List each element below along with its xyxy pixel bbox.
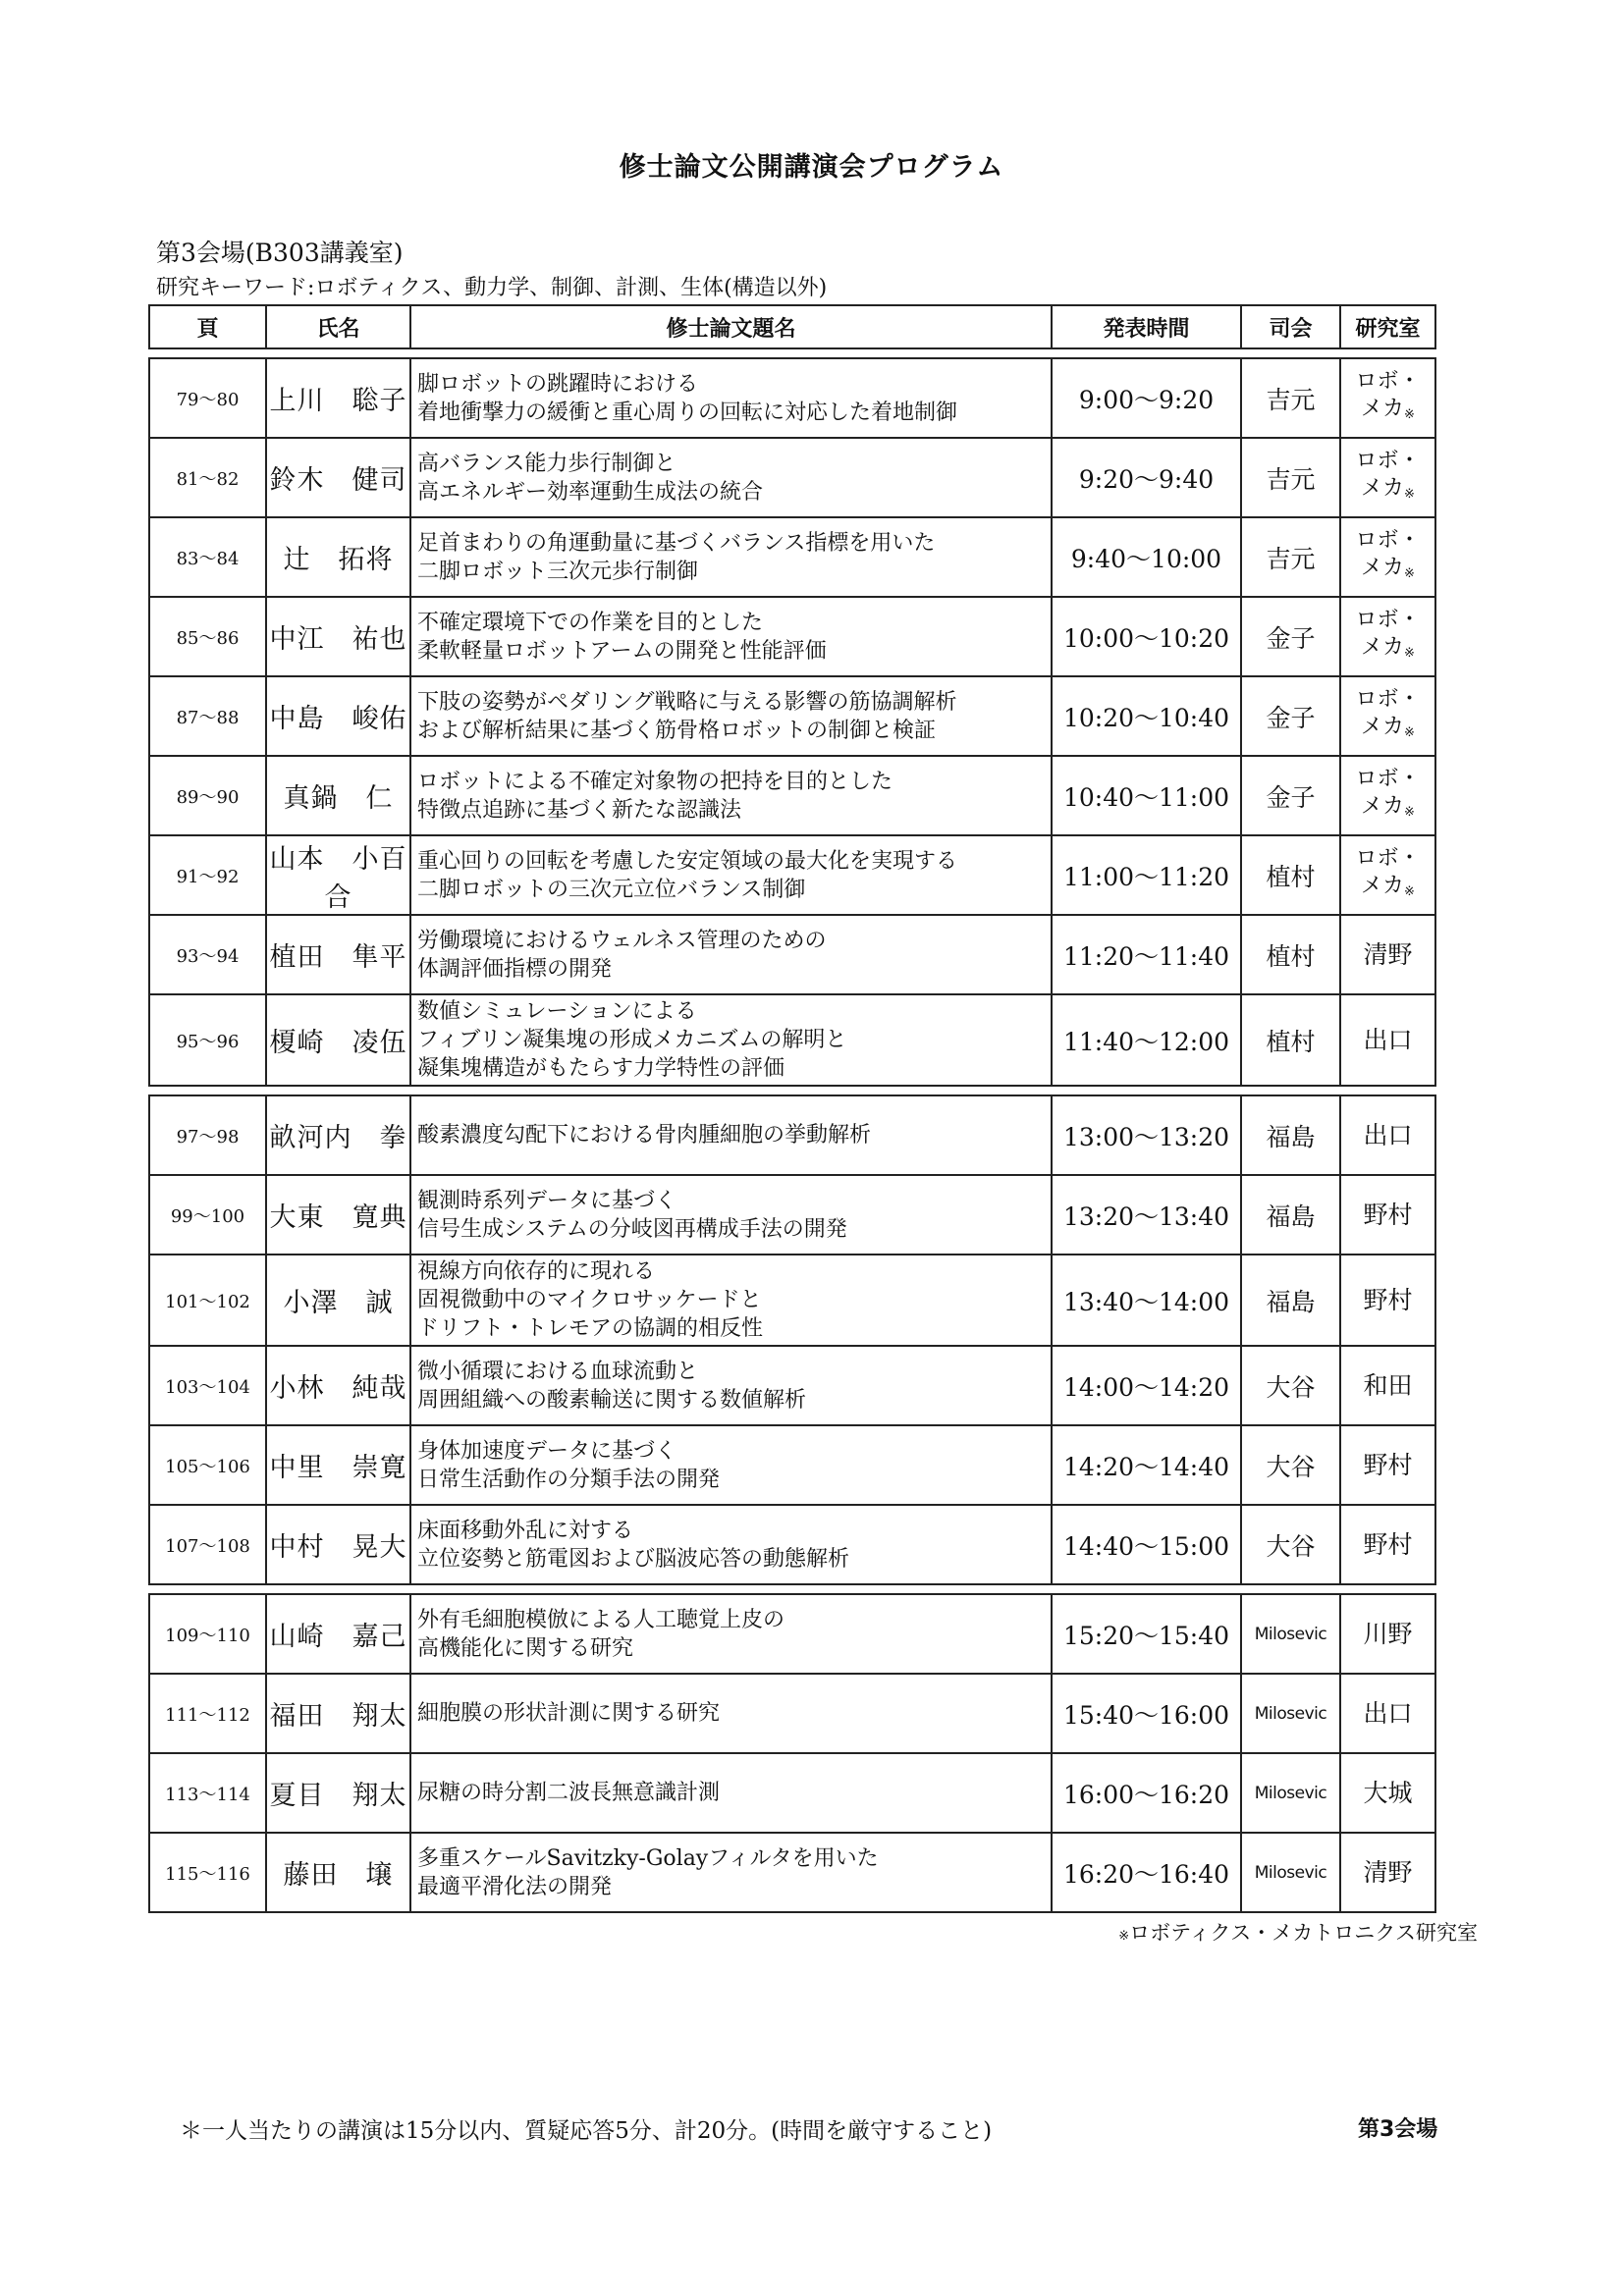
- presentation-time: 14:40～15:00: [1052, 1505, 1241, 1584]
- lab-name-line: ロボ・: [1355, 686, 1421, 712]
- thesis-title: [410, 597, 1052, 676]
- header-page: 頁: [149, 305, 266, 348]
- presenter-name: 夏目 翔太: [266, 1753, 410, 1833]
- page-range: 87～88: [149, 676, 266, 756]
- presentation-time: 16:20～16:40: [1052, 1833, 1241, 1912]
- gap-cell: [410, 1086, 1052, 1095]
- thesis-title-line: 尿糖の時分割二波長無意識計測: [417, 1781, 721, 1805]
- page-title: 修士論文公開講演会プログラム: [619, 152, 1004, 183]
- thesis-title: [410, 676, 1052, 756]
- lab-name: 清野: [1340, 1833, 1435, 1912]
- presentation-time: 11:40～12:00: [1052, 994, 1241, 1086]
- gap-cell: [1052, 1584, 1241, 1594]
- presenter-name: 畝河内 拳: [266, 1095, 410, 1175]
- thesis-title: [410, 1594, 1052, 1674]
- chair-name: 植村: [1241, 835, 1340, 915]
- page-range: 95～96: [149, 994, 266, 1086]
- lab-name-line: [1341, 634, 1434, 667]
- presenter-name: 藤田 壌: [266, 1833, 410, 1912]
- gap-cell: [1241, 1086, 1340, 1095]
- thesis-title-line: 不確定環境下での作業を目的とした: [417, 610, 764, 635]
- presentation-time: 11:20～11:40: [1052, 915, 1241, 994]
- presentation-time: 9:40～10:00: [1052, 517, 1241, 597]
- lab-name: 清野: [1340, 915, 1435, 994]
- thesis-title: [410, 835, 1052, 915]
- lab-name: 川野: [1340, 1594, 1435, 1674]
- presentation-time: 9:00～9:20: [1052, 358, 1241, 438]
- lab-name: 出口: [1340, 994, 1435, 1086]
- lab-name-text: メカ: [1361, 634, 1405, 660]
- lab-name-text: メカ: [1361, 793, 1405, 819]
- presentation-time: 11:00～11:20: [1052, 835, 1241, 915]
- thesis-title: [410, 1346, 1052, 1425]
- table-row: [149, 1674, 1435, 1753]
- lab-footnote-mark: ※: [1404, 883, 1415, 899]
- lab-footnote-mark: ※: [1404, 804, 1415, 820]
- lab-name-line: ロボ・: [1355, 607, 1421, 632]
- lab-name: [1340, 835, 1435, 915]
- gap-cell: [149, 1086, 266, 1095]
- page-range: 113～114: [149, 1753, 266, 1833]
- page-range: 97～98: [149, 1095, 266, 1175]
- table-row: [149, 1425, 1435, 1505]
- presenter-name: 中里 崇寛: [266, 1425, 410, 1505]
- thesis-title-line: 高機能化に関する研究: [417, 1635, 634, 1661]
- chair-name: 福島: [1241, 1175, 1340, 1255]
- table-row: [149, 1594, 1435, 1674]
- lab-name: [1340, 676, 1435, 756]
- table-header-row: [149, 305, 1435, 348]
- presentation-time: 10:40～11:00: [1052, 756, 1241, 835]
- lab-name: [1340, 358, 1435, 438]
- table-row: [149, 756, 1435, 835]
- thesis-title-line: 日常生活動作の分類手法の開発: [417, 1467, 721, 1492]
- presentation-time: 15:40～16:00: [1052, 1674, 1241, 1753]
- chair-name: 吉元: [1241, 358, 1340, 438]
- lab-name: 野村: [1340, 1505, 1435, 1584]
- page-range: 91～92: [149, 835, 266, 915]
- thesis-title-line: 信号生成システムの分岐図再構成手法の開発: [417, 1216, 847, 1242]
- thesis-title-line: 酸素濃度勾配下における骨肉腫細胞の挙動解析: [417, 1123, 872, 1148]
- lab-name-line: ロボ・: [1355, 845, 1421, 871]
- thesis-title-line: 労働環境におけるウェルネス管理のための: [417, 928, 827, 953]
- thesis-title-line: 特徴点追跡に基づく新たな認識法: [417, 797, 742, 823]
- lab-name: 出口: [1340, 1674, 1435, 1753]
- thesis-title-line: 高バランス能力歩行制御と: [417, 451, 676, 476]
- thesis-title: [410, 358, 1052, 438]
- presenter-name: 真鍋 仁: [266, 756, 410, 835]
- lab-name-line: [1341, 396, 1434, 429]
- section-gap: [149, 1086, 1435, 1095]
- page-range: 101～102: [149, 1255, 266, 1346]
- thesis-title-line: 身体加速度データに基づく: [417, 1438, 677, 1464]
- thesis-title-line: ドリフト・トレモアの協調的相反性: [417, 1316, 764, 1341]
- venue-label: 第3会場: [1358, 2117, 1438, 2142]
- thesis-title-line: フィブリン凝集塊の形成メカニズムの解明と: [417, 1028, 847, 1052]
- chair-name: Milosevic: [1241, 1753, 1340, 1833]
- thesis-title: [410, 517, 1052, 597]
- thesis-title-line: 視線方向依存的に現れる: [417, 1259, 656, 1284]
- table-row: [149, 1833, 1435, 1912]
- page-range: 79～80: [149, 358, 266, 438]
- thesis-title-line: 凝集塊構造がもたらす力学特性の評価: [417, 1056, 785, 1081]
- lab-footnote-mark: ※: [1404, 486, 1415, 502]
- presenter-name: 中江 祐也: [266, 597, 410, 676]
- page-range: 107～108: [149, 1505, 266, 1584]
- thesis-title: [410, 1095, 1052, 1175]
- thesis-title-line: 脚ロボットの跳躍時における: [417, 371, 699, 397]
- gap-cell: [149, 1584, 266, 1594]
- thesis-title: [410, 756, 1052, 835]
- thesis-title-line: 周囲組織への酸素輸送に関する数値解析: [417, 1387, 807, 1413]
- chair-name: 大谷: [1241, 1425, 1340, 1505]
- presenter-name: 小澤 誠: [266, 1255, 410, 1346]
- footnote: [1118, 1917, 1478, 1947]
- header-chair: 司会: [1241, 305, 1340, 348]
- chair-name: 吉元: [1241, 517, 1340, 597]
- venue-heading: 第3会場(B303講義室): [156, 239, 404, 267]
- table-row: [149, 1095, 1435, 1175]
- header-time: 発表時間: [1052, 305, 1241, 348]
- gap-cell: [1340, 1086, 1435, 1095]
- presenter-name: 山崎 嘉己: [266, 1594, 410, 1674]
- page-range: 105～106: [149, 1425, 266, 1505]
- header-name: 氏名: [266, 305, 410, 348]
- program-body: [149, 348, 1435, 1912]
- presentation-time: 14:00～14:20: [1052, 1346, 1241, 1425]
- lab-name-text: メカ: [1361, 475, 1405, 501]
- time-notice: ＊一人当たりの講演は15分以内、質疑応答5分、計20分。(時間を厳守すること): [180, 2118, 993, 2144]
- lab-name-text: メカ: [1361, 396, 1405, 421]
- presenter-name: 福田 翔太: [266, 1674, 410, 1753]
- lab-name: [1340, 597, 1435, 676]
- chair-name: Milosevic: [1241, 1674, 1340, 1753]
- thesis-title-line: 観測時系列データに基づく: [417, 1188, 677, 1213]
- thesis-title: [410, 994, 1052, 1086]
- gap-cell: [1052, 1086, 1241, 1095]
- header-thesis-title: 修士論文題名: [410, 305, 1052, 348]
- lab-name-line: [1341, 793, 1434, 827]
- thesis-title-line: 立位姿勢と筋電図および脳波応答の動態解析: [417, 1546, 850, 1572]
- presentation-time: 10:20～10:40: [1052, 676, 1241, 756]
- presentation-time: 14:20～14:40: [1052, 1425, 1241, 1505]
- lab-name: 野村: [1340, 1175, 1435, 1255]
- chair-name: 福島: [1241, 1095, 1340, 1175]
- gap-cell: [266, 1584, 410, 1594]
- page-range: 111～112: [149, 1674, 266, 1753]
- presenter-name: 榎崎 凌伍: [266, 994, 410, 1086]
- thesis-title: [410, 438, 1052, 517]
- presenter-name: 中村 晃大: [266, 1505, 410, 1584]
- thesis-title: [410, 1425, 1052, 1505]
- thesis-title-line: 外有毛細胞模倣による人工聴覚上皮の: [417, 1607, 785, 1632]
- lab-name: [1340, 756, 1435, 835]
- thesis-title-line: 体調評価指標の開発: [417, 956, 613, 982]
- gap-cell: [1340, 348, 1435, 358]
- lab-name-line: [1341, 555, 1434, 588]
- table-row: [149, 1255, 1435, 1346]
- lab-name-line: [1341, 873, 1434, 906]
- table-row: [149, 597, 1435, 676]
- page-range: 83～84: [149, 517, 266, 597]
- thesis-title-line: 高エネルギー効率運動生成法の統合: [417, 479, 764, 505]
- lab-footnote-mark: ※: [1404, 724, 1415, 740]
- lab-name-line: [1341, 475, 1434, 508]
- gap-cell: [149, 348, 266, 358]
- gap-cell: [1241, 348, 1340, 358]
- page-range: 81～82: [149, 438, 266, 517]
- thesis-title-line: 二脚ロボット三次元歩行制御: [417, 559, 699, 584]
- lab-name-line: ロボ・: [1355, 766, 1421, 791]
- lab-name-text: メカ: [1361, 555, 1405, 580]
- chair-name: 吉元: [1241, 438, 1340, 517]
- chair-name: 大谷: [1241, 1346, 1340, 1425]
- research-keywords: 研究キーワード:ロボティクス、動力学、制御、計測、生体(構造以外): [156, 276, 828, 300]
- gap-cell: [410, 1584, 1052, 1594]
- presenter-name: 小林 純哉: [266, 1346, 410, 1425]
- thesis-title-line: 柔軟軽量ロボットアームの開発と性能評価: [417, 638, 827, 664]
- presentation-time: 16:00～16:20: [1052, 1753, 1241, 1833]
- page-range: 103～104: [149, 1346, 266, 1425]
- presenter-name: 植田 隼平: [266, 915, 410, 994]
- chair-name: 大谷: [1241, 1505, 1340, 1584]
- table-row: [149, 517, 1435, 597]
- lab-name: [1340, 438, 1435, 517]
- chair-name: 福島: [1241, 1255, 1340, 1346]
- lab-name-line: ロボ・: [1355, 368, 1421, 394]
- lab-name: 和田: [1340, 1346, 1435, 1425]
- chair-name: 金子: [1241, 597, 1340, 676]
- thesis-title: [410, 1505, 1052, 1584]
- section-gap: [149, 348, 1435, 358]
- gap-cell: [1052, 348, 1241, 358]
- thesis-title: [410, 915, 1052, 994]
- chair-name: 植村: [1241, 994, 1340, 1086]
- presentation-time: 13:00～13:20: [1052, 1095, 1241, 1175]
- lab-name: 野村: [1340, 1425, 1435, 1505]
- chair-name: Milosevic: [1241, 1833, 1340, 1912]
- lab-footnote-mark: ※: [1404, 645, 1415, 661]
- lab-footnote-mark: ※: [1404, 565, 1415, 581]
- chair-name: 金子: [1241, 676, 1340, 756]
- thesis-title-line: ロボットによる不確定対象物の把持を目的とした: [417, 769, 893, 794]
- thesis-title-line: 多重スケールSavitzky-Golayフィルタを用いた: [417, 1845, 879, 1871]
- thesis-title: [410, 1175, 1052, 1255]
- thesis-title-line: および解析結果に基づく筋骨格ロボットの制御と検証: [417, 718, 937, 743]
- presenter-name: 上川 聡子: [266, 358, 410, 438]
- lab-name: 野村: [1340, 1255, 1435, 1346]
- gap-cell: [1340, 1584, 1435, 1594]
- thesis-title: [410, 1674, 1052, 1753]
- thesis-title-line: 床面移動外乱に対する: [417, 1518, 634, 1543]
- lab-footnote-mark: ※: [1404, 406, 1415, 422]
- thesis-title: [410, 1833, 1052, 1912]
- chair-name: 植村: [1241, 915, 1340, 994]
- thesis-title-line: 微小循環における血球流動と: [417, 1359, 699, 1384]
- footnote-mark: ※: [1118, 1929, 1130, 1944]
- presenter-name: 辻 拓将: [266, 517, 410, 597]
- section-gap: [149, 1584, 1435, 1594]
- lab-name: 出口: [1340, 1095, 1435, 1175]
- lab-name-line: ロボ・: [1355, 448, 1421, 473]
- presentation-time: 13:20～13:40: [1052, 1175, 1241, 1255]
- lab-name-line: [1341, 714, 1434, 747]
- thesis-title-line: 足首まわりの角運動量に基づくバランス指標を用いた: [417, 530, 936, 556]
- table-row: [149, 1175, 1435, 1255]
- footnote-text: ロボティクス・メカトロニクス研究室: [1129, 1921, 1478, 1945]
- thesis-title-line: 数値シミュレーションによる: [417, 999, 697, 1024]
- page-range: 109～110: [149, 1594, 266, 1674]
- presentation-time: 9:20～9:40: [1052, 438, 1241, 517]
- header-lab: 研究室: [1340, 305, 1435, 348]
- thesis-title-line: 重心回りの回転を考慮した安定領域の最大化を実現する: [417, 848, 958, 874]
- table-row: [149, 438, 1435, 517]
- chair-name: Milosevic: [1241, 1594, 1340, 1674]
- presentation-time: 15:20～15:40: [1052, 1594, 1241, 1674]
- lab-name-text: メカ: [1361, 714, 1405, 739]
- gap-cell: [266, 348, 410, 358]
- gap-cell: [1241, 1584, 1340, 1594]
- table-row: [149, 1346, 1435, 1425]
- thesis-title-line: 着地衝撃力の緩衝と重心周りの回転に対応した着地制御: [417, 400, 958, 425]
- lab-name-line: ロボ・: [1355, 527, 1421, 553]
- presenter-name: 中島 峻佑: [266, 676, 410, 756]
- table-row: [149, 676, 1435, 756]
- lab-name: 大城: [1340, 1753, 1435, 1833]
- gap-cell: [410, 348, 1052, 358]
- thesis-title-line: 最適平滑化法の開発: [417, 1874, 613, 1899]
- page-range: 85～86: [149, 597, 266, 676]
- thesis-title: [410, 1753, 1052, 1833]
- presentation-time: 13:40～14:00: [1052, 1255, 1241, 1346]
- lab-name: [1340, 517, 1435, 597]
- table-row: [149, 994, 1435, 1086]
- thesis-title-line: 細胞膜の形状計測に関する研究: [417, 1701, 721, 1726]
- page-range: 89～90: [149, 756, 266, 835]
- table-row: [149, 835, 1435, 915]
- thesis-title-line: 二脚ロボットの三次元立位バランス制御: [417, 877, 806, 902]
- page-range: 93～94: [149, 915, 266, 994]
- program-table: [148, 304, 1436, 1913]
- presenter-name: 山本 小百合: [266, 835, 410, 915]
- page-range: 99～100: [149, 1175, 266, 1255]
- presentation-time: 10:00～10:20: [1052, 597, 1241, 676]
- table-row: [149, 915, 1435, 994]
- table-row: [149, 358, 1435, 438]
- thesis-title: [410, 1255, 1052, 1346]
- page-range: 115～116: [149, 1833, 266, 1912]
- thesis-title-line: 固視微動中のマイクロサッケードと: [417, 1288, 762, 1312]
- table-row: [149, 1753, 1435, 1833]
- lab-name-text: メカ: [1361, 873, 1405, 898]
- thesis-title-line: 下肢の姿勢がペダリング戦略に与える影響の筋協調解析: [417, 689, 957, 715]
- gap-cell: [266, 1086, 410, 1095]
- presenter-name: 鈴木 健司: [266, 438, 410, 517]
- presenter-name: 大東 寛典: [266, 1175, 410, 1255]
- chair-name: 金子: [1241, 756, 1340, 835]
- table-row: [149, 1505, 1435, 1584]
